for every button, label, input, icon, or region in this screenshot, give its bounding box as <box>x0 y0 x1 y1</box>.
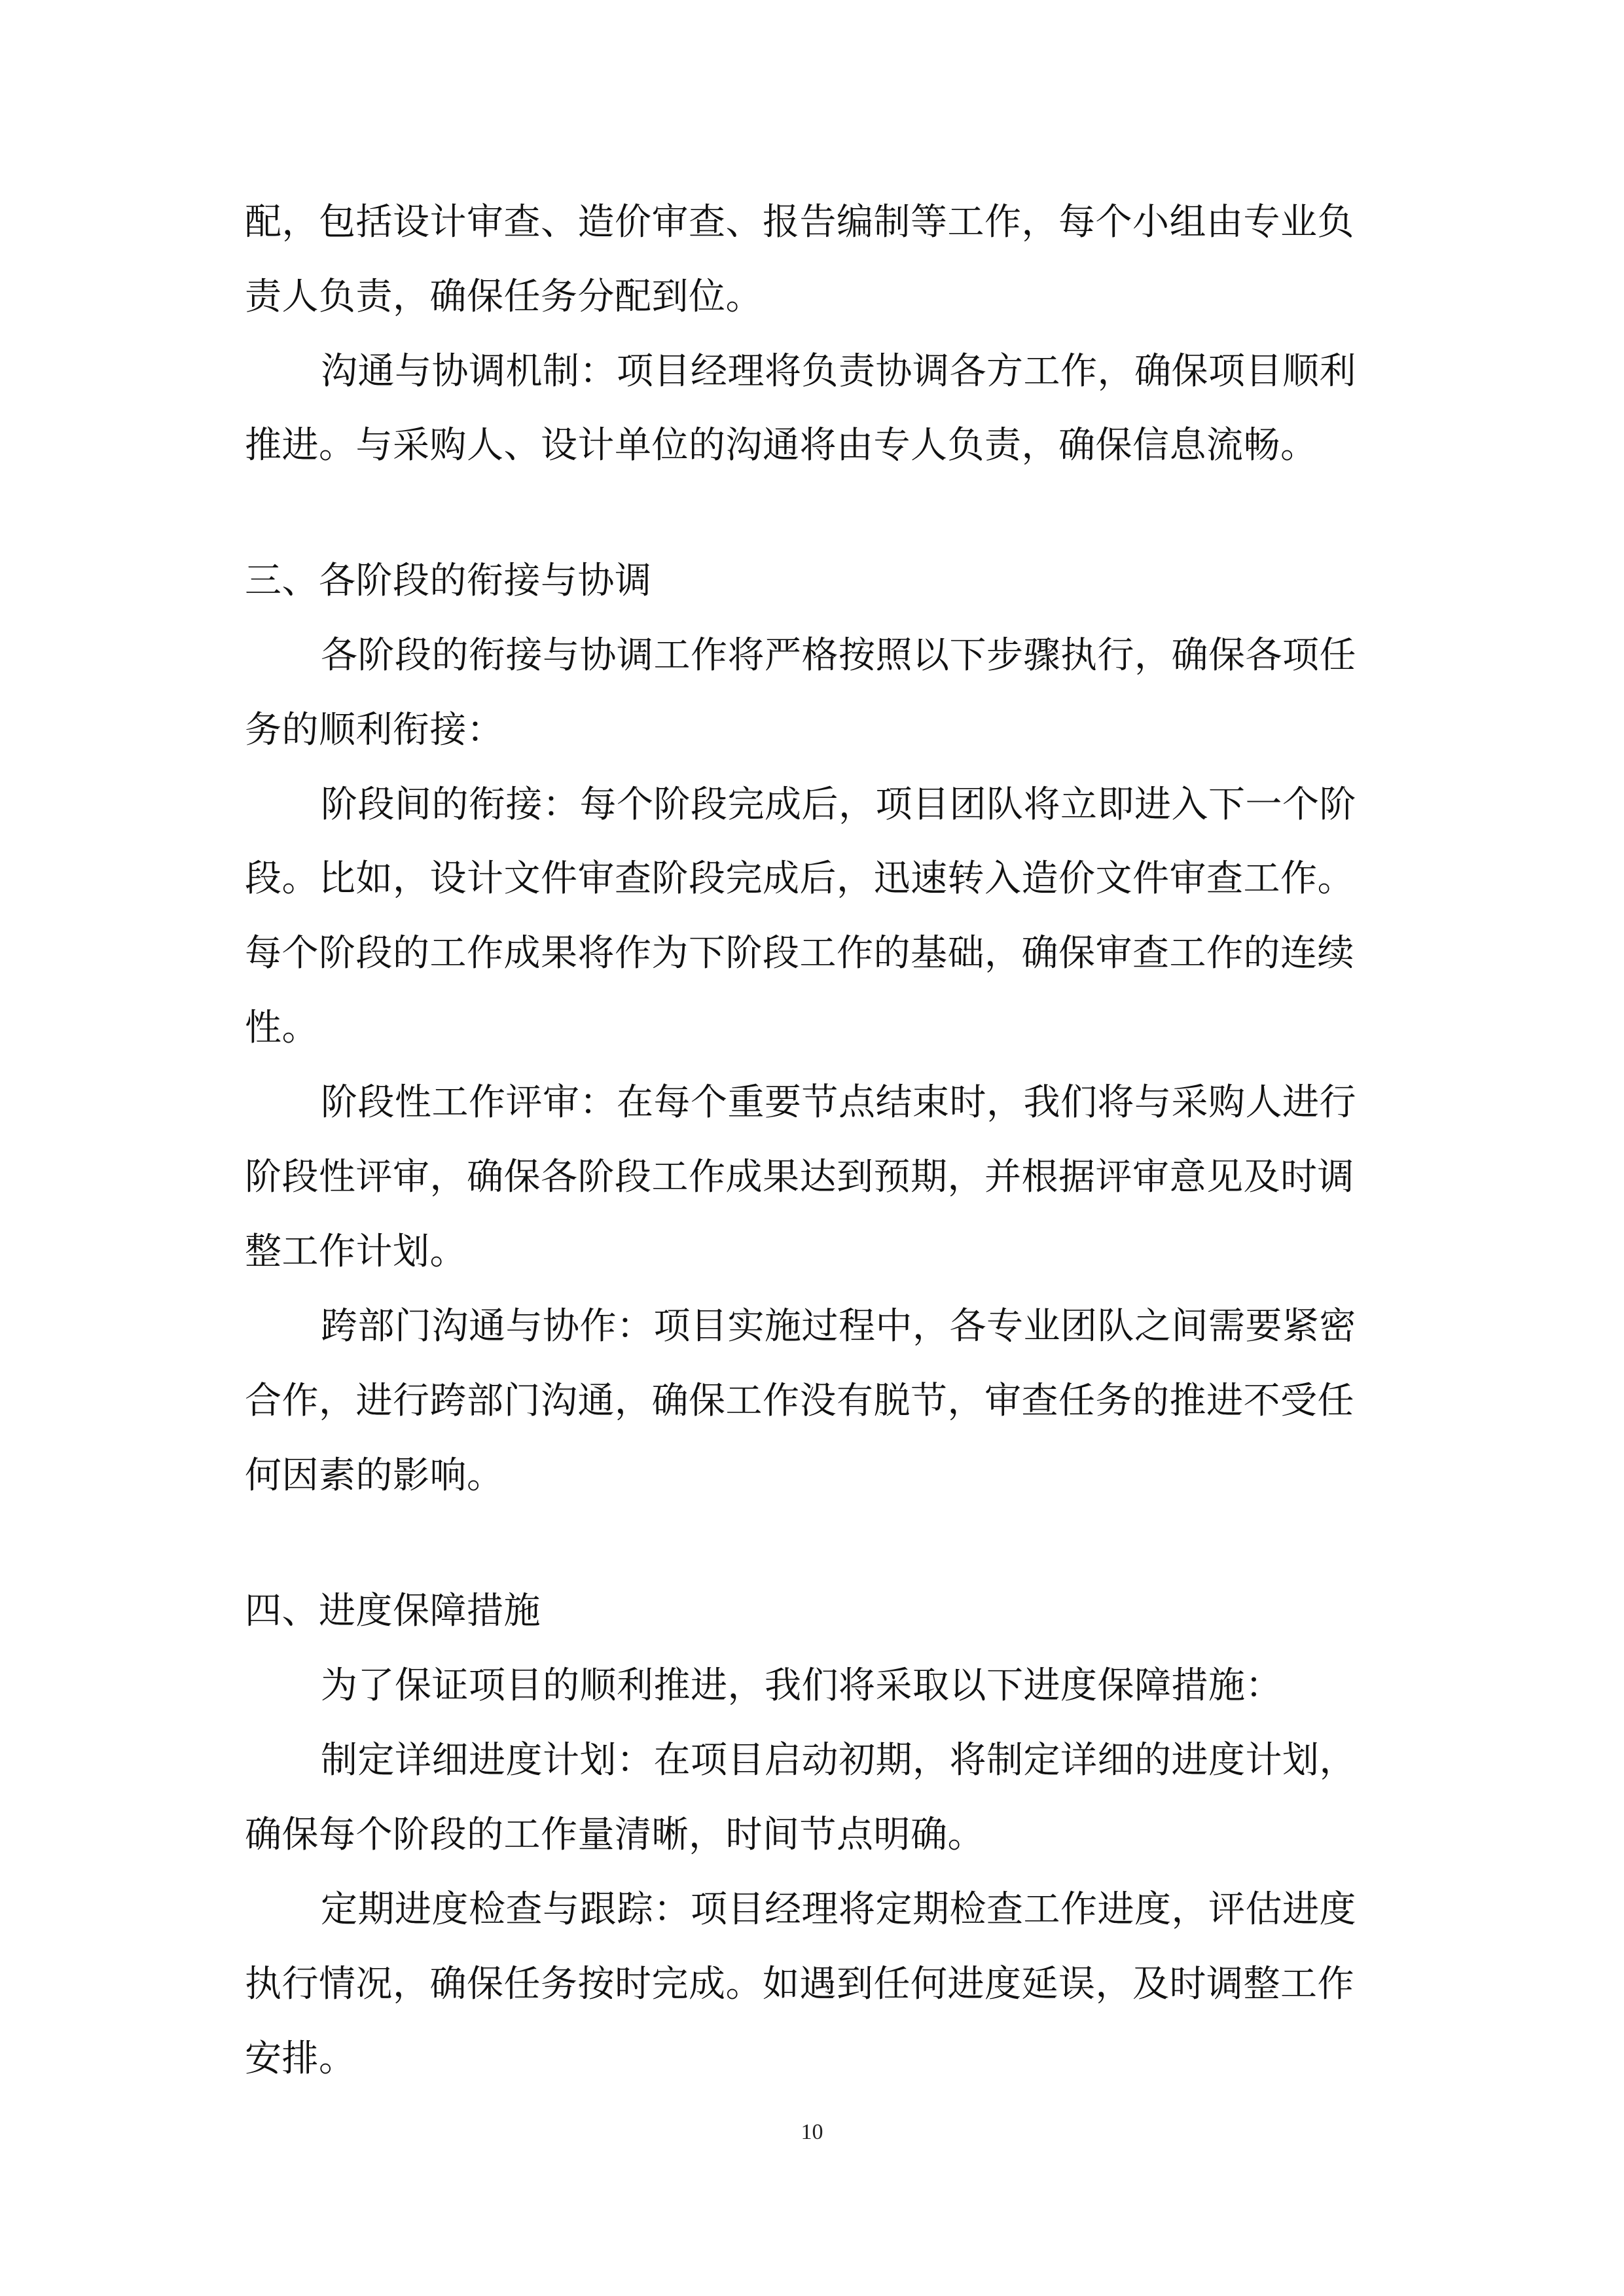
paragraph-line: 各阶段的衔接与协调工作将严格按照以下步骤执行，确保各项任 <box>321 634 1356 677</box>
paragraph-line: 阶段性工作评审：在每个重要节点结束时，我们将与采购人进行 <box>321 1081 1356 1124</box>
paragraph-line: 执行情况，确保任务按时完成。如遇到任何进度延误，及时调整工作 <box>245 1963 1354 2005</box>
paragraph-line: 为了保证项目的顺利推进，我们将采取以下进度保障措施： <box>321 1664 1282 1707</box>
paragraph-line: 整工作计划。 <box>245 1230 467 1273</box>
paragraph-line: 合作，进行跨部门沟通，确保工作没有脱节，审查任务的推进不受任 <box>245 1380 1354 1422</box>
paragraph-line: 阶段间的衔接：每个阶段完成后，项目团队将立即进入下一个阶 <box>321 783 1356 826</box>
section-heading: 四、进度保障措施 <box>245 1590 541 1632</box>
paragraph-line: 推进。与采购人、设计单位的沟通将由专人负责，确保信息流畅。 <box>245 424 1318 467</box>
paragraph-line: 何因素的影响。 <box>245 1454 504 1497</box>
paragraph-line: 务的顺利衔接： <box>245 709 504 751</box>
paragraph-line: 跨部门沟通与协作：项目实施过程中，各专业团队之间需要紧密 <box>321 1305 1356 1348</box>
paragraph-line: 制定详细进度计划：在项目启动初期，将制定详细的进度计划， <box>321 1739 1356 1782</box>
paragraph-line: 每个阶段的工作成果将作为下阶段工作的基础，确保审查工作的连续 <box>245 932 1354 975</box>
paragraph-line: 配，包括设计审查、造价审查、报告编制等工作，每个小组由专业负 <box>245 201 1354 243</box>
page-number: 10 <box>801 2120 823 2144</box>
section-heading: 三、各阶段的衔接与协调 <box>245 560 652 602</box>
paragraph-line: 段。比如，设计文件审查阶段完成后，迅速转入造价文件审查工作。 <box>245 857 1354 900</box>
paragraph-line: 确保每个阶段的工作量清晰，时间节点明确。 <box>245 1814 984 1856</box>
paragraph-line: 阶段性评审，确保各阶段工作成果达到预期，并根据评审意见及时调 <box>245 1156 1354 1198</box>
paragraph-line: 安排。 <box>245 2037 356 2080</box>
paragraph-line: 定期进度检查与跟踪：项目经理将定期检查工作进度，评估进度 <box>321 1888 1356 1931</box>
paragraph-line: 性。 <box>245 1007 319 1049</box>
paragraph-line: 责人负责，确保任务分配到位。 <box>245 276 763 318</box>
paragraph-line: 沟通与协调机制：项目经理将负责协调各方工作，确保项目顺利 <box>321 350 1356 393</box>
